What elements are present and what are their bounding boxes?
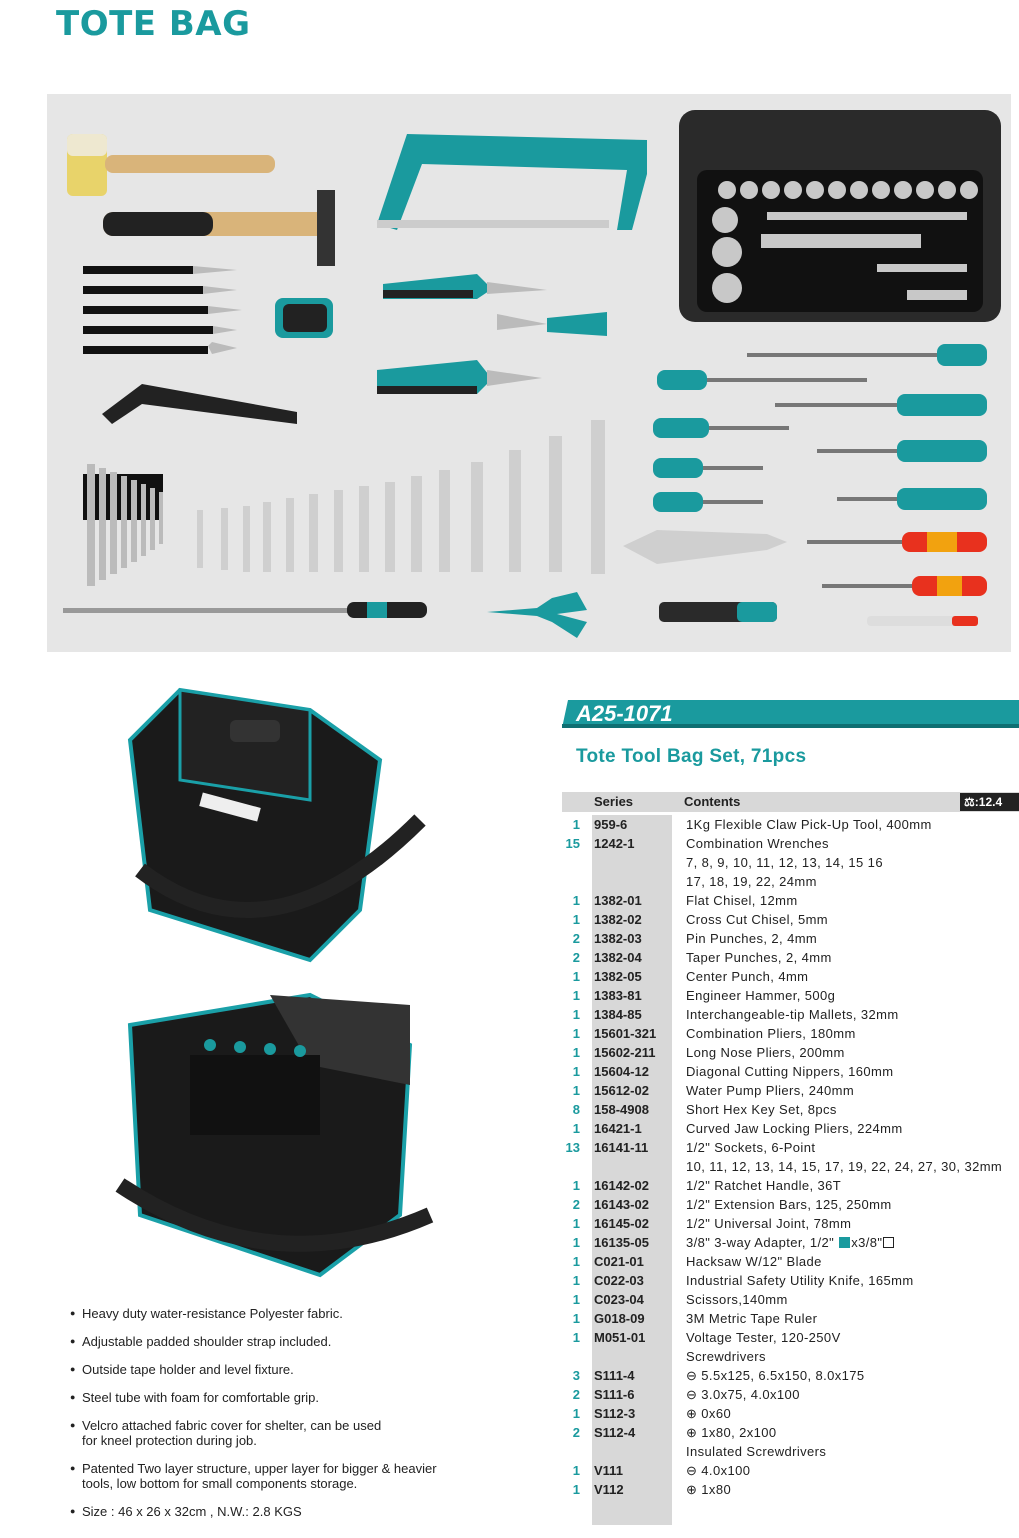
table-row: [562, 1043, 1019, 1062]
row-contents: Flat Chisel, 12mm: [686, 893, 798, 908]
table-row: [562, 929, 1019, 948]
table-row: [562, 1062, 1019, 1081]
row-quantity: 1: [572, 1178, 580, 1193]
table-row: [562, 1442, 1019, 1461]
row-series: 16421-1: [594, 1121, 642, 1136]
table-row: [562, 967, 1019, 986]
tote-bag-closed-photo: [110, 680, 430, 970]
row-contents: 1/2" Extension Bars, 125, 250mm: [686, 1197, 892, 1212]
table-row: [562, 1271, 1019, 1290]
table-row: [562, 1328, 1019, 1347]
row-quantity: 1: [572, 1463, 580, 1478]
row-series: 1384-85: [594, 1007, 642, 1022]
row-quantity: 3: [572, 1368, 580, 1383]
row-series: 1382-05: [594, 969, 642, 984]
row-series: V112: [594, 1482, 624, 1497]
feature-item: [70, 1306, 550, 1321]
row-series: 1242-1: [594, 836, 635, 851]
table-row: [562, 1347, 1019, 1366]
feature-list: [70, 1306, 550, 1532]
row-quantity: 2: [572, 1387, 580, 1402]
row-contents: Diagonal Cutting Nippers, 160mm: [686, 1064, 894, 1079]
row-contents: 3M Metric Tape Ruler: [686, 1311, 818, 1326]
feature-item: [70, 1390, 550, 1405]
row-quantity: 1: [572, 1292, 580, 1307]
row-series: 15602-211: [594, 1045, 656, 1060]
table-row: [562, 1157, 1019, 1176]
row-quantity: 1: [572, 1273, 580, 1288]
table-row: [562, 1100, 1019, 1119]
row-quantity: 1: [572, 1026, 580, 1041]
row-series: 1383-81: [594, 988, 642, 1003]
row-contents: ⊕ 0x60: [686, 1406, 732, 1421]
contents-table-header: [562, 792, 1019, 812]
row-quantity: 1: [572, 1311, 580, 1326]
table-row: [562, 1480, 1019, 1499]
table-row: [562, 1024, 1019, 1043]
row-contents: Industrial Safety Utility Knife, 165mm: [686, 1273, 914, 1288]
row-series: 158-4908: [594, 1102, 649, 1117]
table-row: [562, 1366, 1019, 1385]
table-row: [562, 1081, 1019, 1100]
table-row: [562, 891, 1019, 910]
row-series: 959-6: [594, 817, 628, 832]
tool-set-photo: [47, 94, 1011, 652]
table-row: [562, 1385, 1019, 1404]
filled-square-icon: [839, 1237, 850, 1248]
table-row: [562, 853, 1019, 872]
feature-text: ● Adjustable padded shoulder strap included.: [82, 1334, 332, 1349]
model-code-banner: [562, 700, 1019, 728]
row-quantity: 1: [572, 988, 580, 1003]
row-series: 16142-02: [594, 1178, 649, 1193]
table-row: [562, 1176, 1019, 1195]
row-quantity: 1: [572, 1121, 580, 1136]
feature-item: [70, 1418, 550, 1448]
feature-text-continued: for kneel protection during job.: [82, 1433, 257, 1448]
row-contents: ⊕ 1x80: [686, 1482, 732, 1497]
tote-bag-open-photo: [110, 985, 440, 1285]
table-row: [562, 986, 1019, 1005]
row-quantity: 1: [572, 1007, 580, 1022]
row-quantity: 2: [572, 950, 580, 965]
row-contents: Water Pump Pliers, 240mm: [686, 1083, 855, 1098]
row-contents: Short Hex Key Set, 8pcs: [686, 1102, 837, 1117]
row-quantity: 1: [572, 1083, 580, 1098]
row-quantity: 8: [572, 1102, 580, 1117]
row-quantity: 1: [572, 893, 580, 908]
row-quantity: 13: [565, 1140, 580, 1155]
model-code: A25-1071: [576, 701, 673, 726]
row-series: C023-04: [594, 1292, 644, 1307]
row-contents: 1Kg Flexible Claw Pick-Up Tool, 400mm: [686, 817, 932, 832]
feature-text: ● Velcro attached fabric cover for shelter, can be used: [82, 1418, 382, 1433]
row-quantity: 1: [572, 1064, 580, 1079]
row-contents: 1/2" Universal Joint, 78mm: [686, 1216, 852, 1231]
table-row: [562, 834, 1019, 853]
table-row: [562, 1119, 1019, 1138]
row-contents: Pin Punches, 2, 4mm: [686, 931, 818, 946]
row-contents: 7, 8, 9, 10, 11, 12, 13, 14, 15 16: [686, 855, 883, 870]
row-series: 1382-04: [594, 950, 642, 965]
row-contents: Taper Punches, 2, 4mm: [686, 950, 832, 965]
row-contents: ⊖ 5.5x125, 6.5x150, 8.0x175: [686, 1368, 865, 1383]
feature-text: ● Steel tube with foam for comfortable grip.: [82, 1390, 320, 1405]
page-title: TOTE BAG: [56, 4, 251, 44]
feature-item: [70, 1461, 550, 1491]
row-series: S112-3: [594, 1406, 636, 1421]
row-quantity: 1: [572, 1406, 580, 1421]
row-series: 15601-321: [594, 1026, 657, 1041]
row-contents-text-b: x3/8": [851, 1235, 883, 1250]
table-row: [562, 1461, 1019, 1480]
table-row: [562, 1423, 1019, 1442]
table-row: [562, 1214, 1019, 1233]
row-quantity: 1: [572, 1330, 580, 1345]
weight-value: 12.4: [978, 795, 1003, 809]
row-series: S112-4: [594, 1425, 636, 1440]
row-contents: ⊖ 3.0x75, 4.0x100: [686, 1387, 800, 1402]
table-row: [562, 1233, 1019, 1252]
row-contents: ⊖ 4.0x100: [686, 1463, 751, 1478]
row-series: 15612-02: [594, 1083, 649, 1098]
scale-icon: ⚖: [964, 795, 975, 809]
row-contents: Hacksaw W/12" Blade: [686, 1254, 822, 1269]
row-contents-text: 3/8" 3-way Adapter, 1/2": [686, 1235, 835, 1250]
row-contents: Engineer Hammer, 500g: [686, 988, 836, 1003]
row-quantity: 1: [572, 1482, 580, 1497]
row-contents: Curved Jaw Locking Pliers, 224mm: [686, 1121, 903, 1136]
row-contents: Combination Wrenches: [686, 836, 829, 851]
feature-item: [70, 1334, 550, 1349]
row-series: S111-4: [594, 1368, 635, 1383]
row-contents: ⊕ 1x80, 2x100: [686, 1425, 777, 1440]
row-quantity: 1: [572, 1235, 580, 1250]
row-contents: 17, 18, 19, 22, 24mm: [686, 874, 817, 889]
row-quantity: 1: [572, 912, 580, 927]
row-contents: Voltage Tester, 120-250V: [686, 1330, 841, 1345]
feature-item: [70, 1362, 550, 1377]
row-series: 1382-02: [594, 912, 642, 927]
row-series: C021-01: [594, 1254, 644, 1269]
feature-text: ● Outside tape holder and level fixture.: [82, 1362, 294, 1377]
table-row: [562, 1290, 1019, 1309]
feature-text-continued: tools, low bottom for small components storage.: [82, 1476, 358, 1491]
table-row: [562, 1309, 1019, 1328]
row-contents: [686, 1235, 895, 1250]
contents-table: [562, 815, 1019, 1499]
row-series: M051-01: [594, 1330, 646, 1345]
table-row: [562, 1005, 1019, 1024]
row-quantity: 1: [572, 1254, 580, 1269]
table-row: [562, 872, 1019, 891]
table-row: [562, 1252, 1019, 1271]
row-quantity: 1: [572, 1216, 580, 1231]
row-series: C022-03: [594, 1273, 644, 1288]
row-contents: Insulated Screwdrivers: [686, 1444, 827, 1459]
table-row: [562, 910, 1019, 929]
feature-text: ● Patented Two layer structure, upper layer for bigger & heavier: [82, 1461, 437, 1476]
table-row: [562, 948, 1019, 967]
set-title: Tote Tool Bag Set, 71pcs: [576, 746, 807, 767]
row-quantity: 2: [572, 931, 580, 946]
row-quantity: 2: [572, 1425, 580, 1440]
row-contents: 1/2" Ratchet Handle, 36T: [686, 1178, 842, 1193]
feature-text: ● Size : 46 x 26 x 32cm , N.W.: 2.8 KGS: [82, 1504, 302, 1519]
row-quantity: 1: [572, 817, 580, 832]
row-contents: Long Nose Pliers, 200mm: [686, 1045, 845, 1060]
row-contents: Center Punch, 4mm: [686, 969, 809, 984]
row-contents: Cross Cut Chisel, 5mm: [686, 912, 829, 927]
row-series: 15604-12: [594, 1064, 649, 1079]
table-row: [562, 815, 1019, 834]
weight-badge: ⚖:12.4: [960, 793, 1019, 811]
row-series: 1382-03: [594, 931, 642, 946]
row-series: 16143-02: [594, 1197, 649, 1212]
row-series: 16135-05: [594, 1235, 649, 1250]
empty-square-icon: [883, 1237, 894, 1248]
row-contents: Combination Pliers, 180mm: [686, 1026, 856, 1041]
row-series: 1382-01: [594, 893, 642, 908]
feature-item: [70, 1504, 550, 1519]
row-series: V111: [594, 1463, 623, 1478]
row-quantity: 1: [572, 1045, 580, 1060]
row-contents: 10, 11, 12, 13, 14, 15, 17, 19, 22, 24, 27, 30, 32mm: [686, 1159, 1003, 1174]
row-series: G018-09: [594, 1311, 645, 1326]
table-row: [562, 1404, 1019, 1423]
row-series: 16145-02: [594, 1216, 649, 1231]
contents-column-header: Contents: [684, 794, 741, 809]
series-column-header: Series: [594, 794, 634, 809]
table-row: [562, 1195, 1019, 1214]
row-quantity: 2: [572, 1197, 580, 1212]
row-series: S111-6: [594, 1387, 635, 1402]
row-quantity: 15: [565, 836, 580, 851]
feature-text: ● Heavy duty water-resistance Polyester fabric.: [82, 1306, 343, 1321]
table-row: [562, 1138, 1019, 1157]
row-series: 16141-11: [594, 1140, 649, 1155]
row-contents: Screwdrivers: [686, 1349, 766, 1364]
row-contents: 1/2" Sockets, 6-Point: [686, 1140, 816, 1155]
row-contents: Scissors,140mm: [686, 1292, 788, 1307]
row-contents: Interchangeable-tip Mallets, 32mm: [686, 1007, 899, 1022]
row-quantity: 1: [572, 969, 580, 984]
